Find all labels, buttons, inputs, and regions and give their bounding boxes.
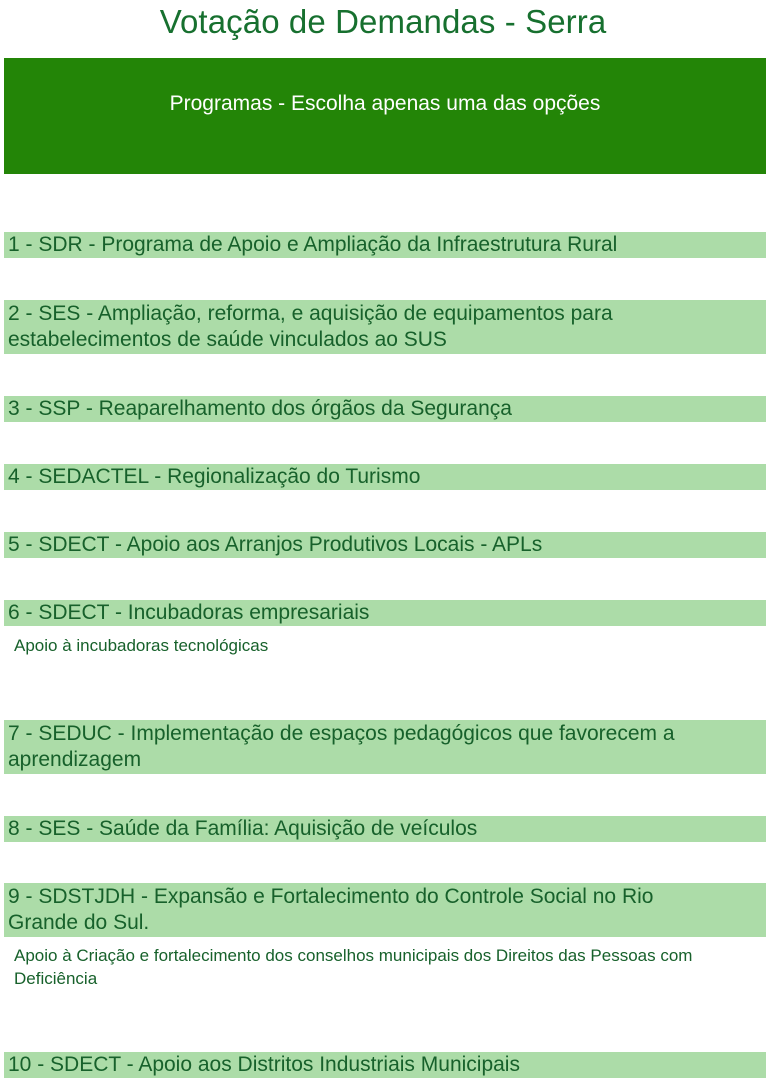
program-label: 6 - SDECT - Incubadoras empresariais	[8, 601, 370, 624]
program-label: 7 - SEDUC - Implementação de espaços pedagógicos que favorecem a aprendizagem	[8, 722, 675, 771]
header-subtitle: Programas - Escolha apenas uma das opções	[169, 92, 601, 115]
program-label: 2 - SES - Ampliação, reforma, e aquisição de equipamentos para estabelecimentos de saúde vinculados ao SUS	[8, 302, 613, 351]
program-description-9: Apoio à Criação e fortalecimento dos conselhos municipais dos Direitos das Pessoas com Deficiência	[14, 946, 693, 988]
program-option-2[interactable]	[4, 300, 766, 354]
program-label: 1 - SDR - Programa de Apoio e Ampliação da Infraestrutura Rural	[8, 233, 618, 256]
program-label: 8 - SES - Saúde da Família: Aquisição de veículos	[8, 817, 478, 840]
program-option-7[interactable]	[4, 720, 766, 774]
program-option-10[interactable]	[4, 1052, 766, 1078]
program-description-6: Apoio à incubadoras tecnológicas	[14, 636, 269, 655]
program-label: 5 - SDECT - Apoio aos Arranjos Produtivos Locais - APLs	[8, 533, 543, 556]
program-label: 9 - SDSTJDH - Expansão e Fortalecimento do Controle Social no Rio Grande do Sul.	[8, 885, 654, 934]
program-option-4[interactable]	[4, 464, 766, 490]
page-title: Votação de Demandas - Serra	[159, 3, 607, 40]
program-label: 3 - SSP - Reaparelhamento dos órgãos da Segurança	[8, 397, 512, 420]
program-option-8[interactable]	[4, 816, 766, 842]
program-option-3[interactable]	[4, 396, 766, 422]
program-option-5[interactable]	[4, 532, 766, 558]
program-option-9[interactable]	[4, 883, 766, 937]
header-banner	[4, 58, 766, 174]
program-option-6[interactable]	[4, 600, 766, 626]
program-label: 4 - SEDACTEL - Regionalização do Turismo	[8, 465, 421, 488]
program-option-1[interactable]	[4, 232, 766, 258]
program-label: 10 - SDECT - Apoio aos Distritos Industriais Municipais	[8, 1053, 520, 1076]
